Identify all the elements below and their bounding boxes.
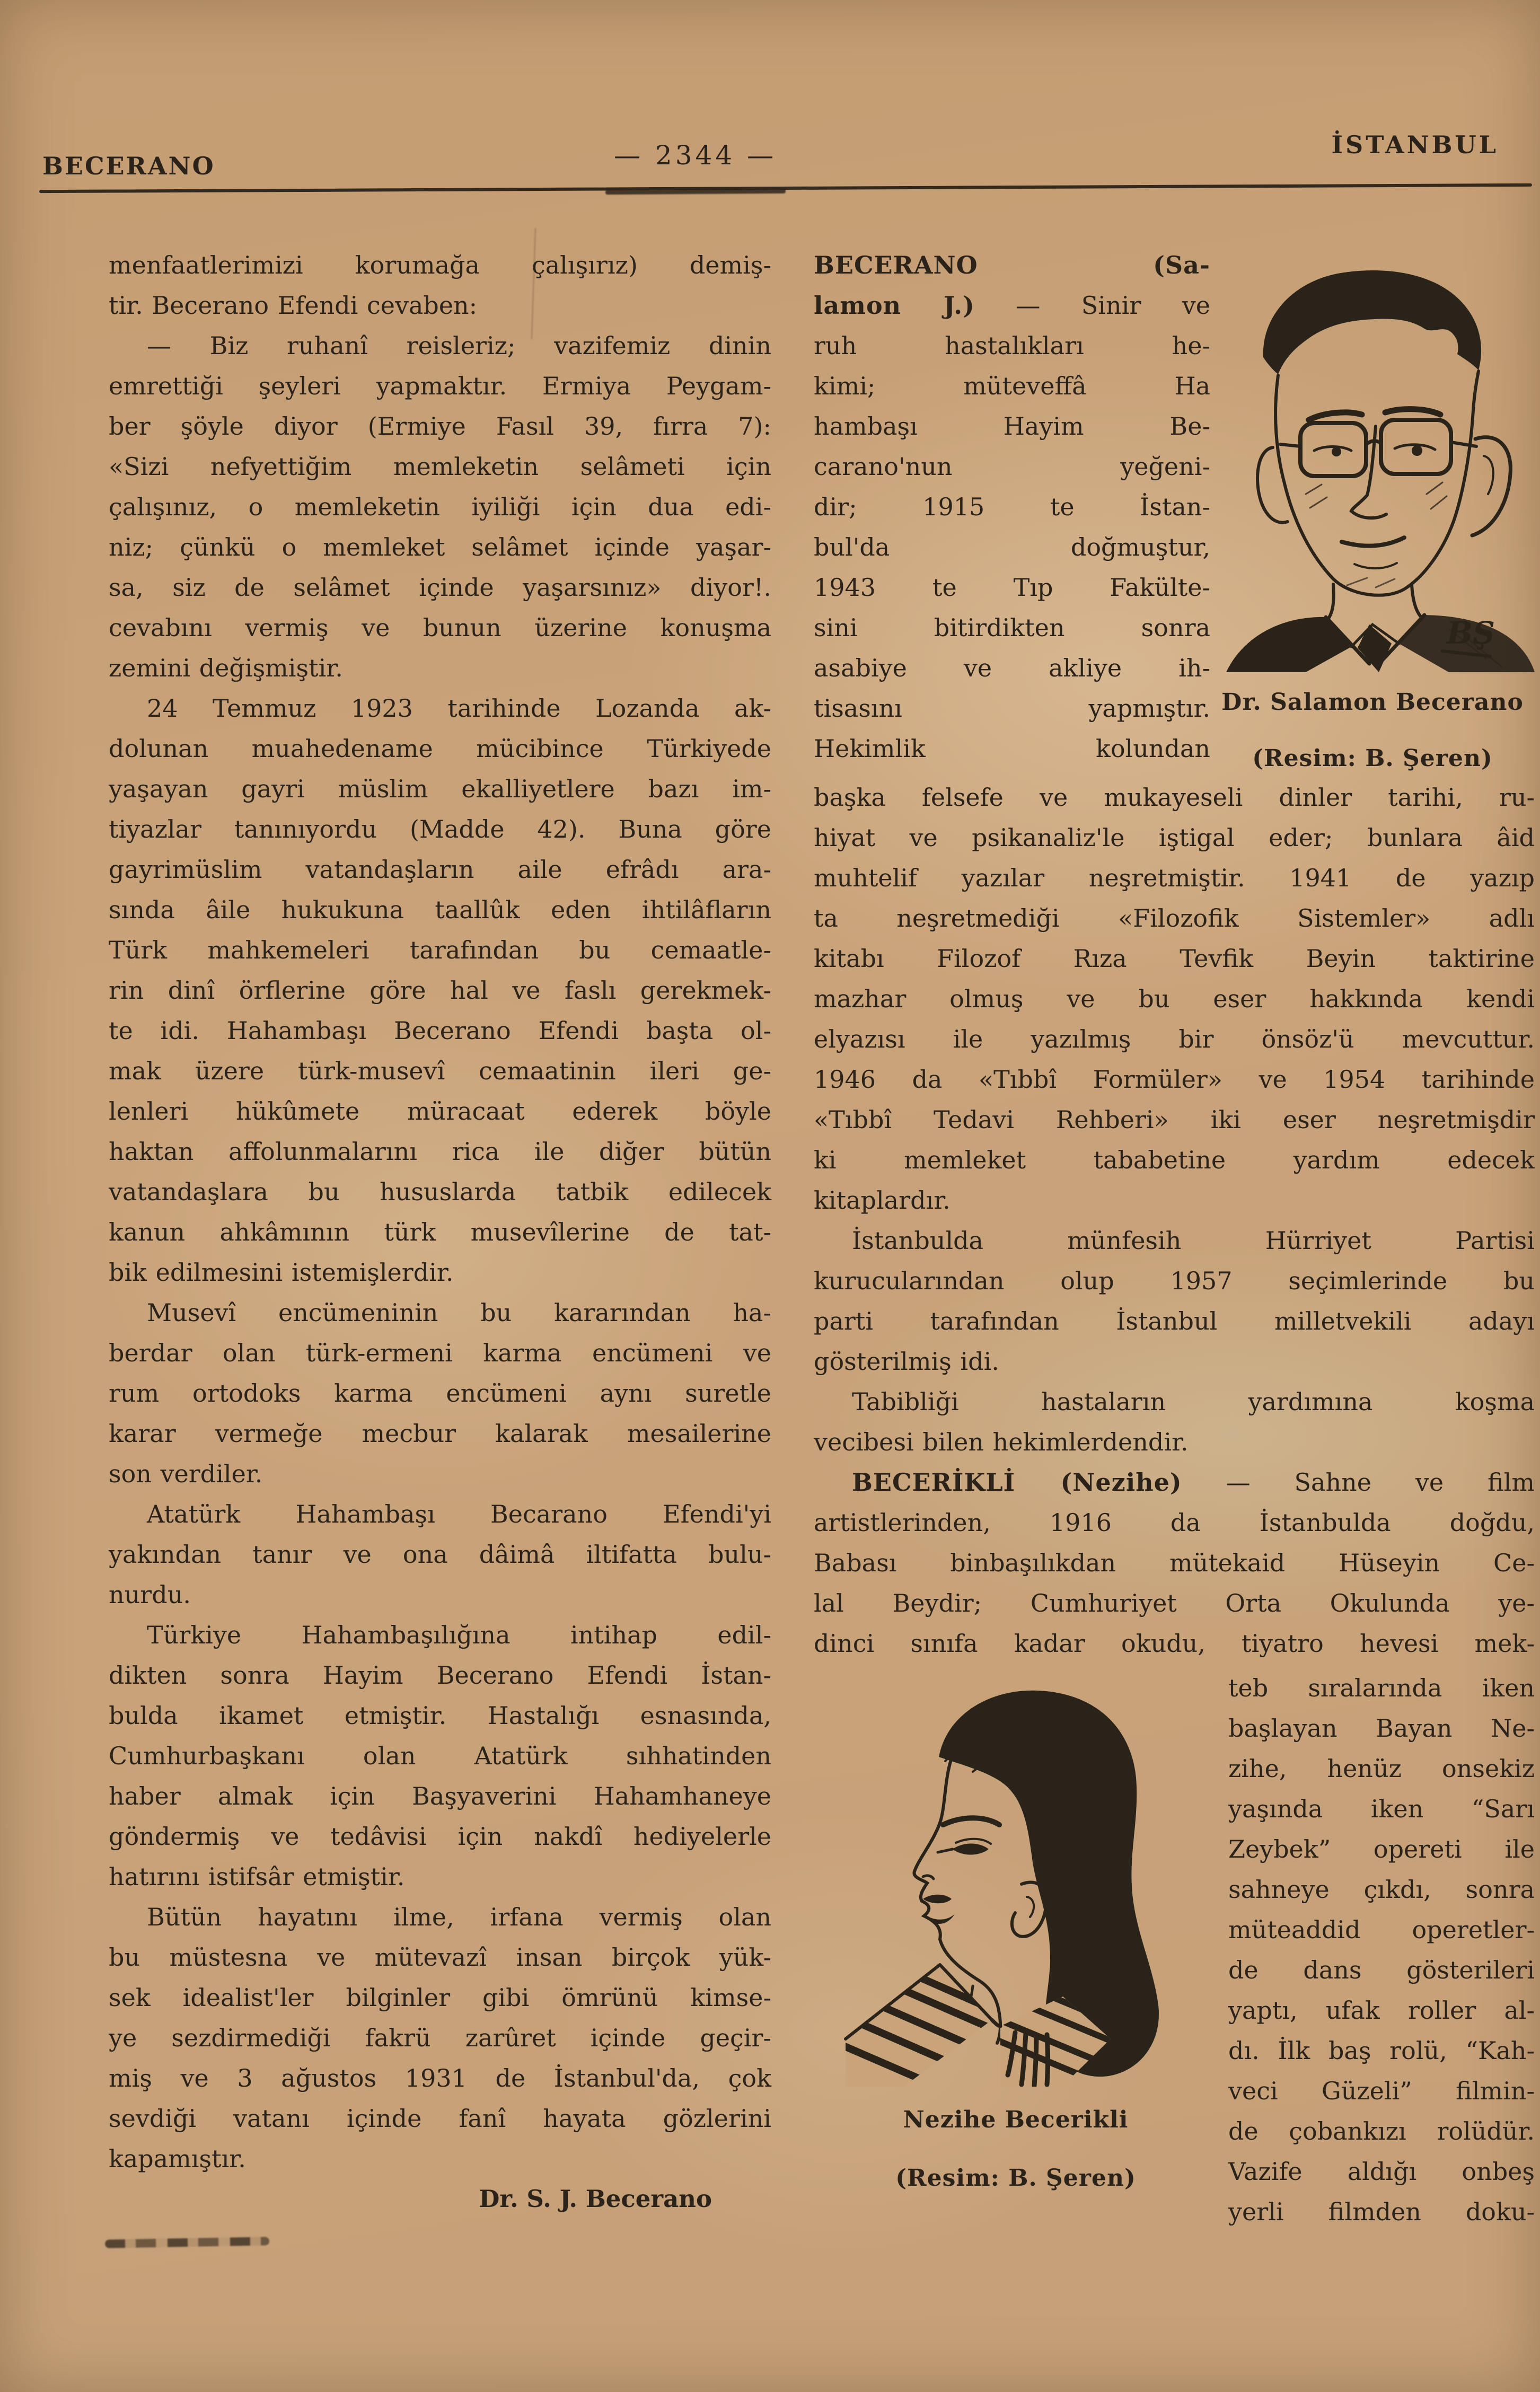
- text-line: yaşayan gayri müslim ekalliyetlere bazı im-: [109, 775, 771, 803]
- text-line: ye sezdirmediği fakrü zarûret içinde geçir-: [109, 2024, 771, 2052]
- left-text-column: [109, 245, 771, 2219]
- text-line: vecibesi bilen hekimlerdendir.: [814, 1428, 1189, 1456]
- text-line: 1946 da «Tıbbî Formüler» ve 1954 tarihinde: [814, 1065, 1535, 1094]
- text-line: bu müstesna ve mütevazî insan birçok yük-: [109, 1943, 771, 1972]
- text-line: Türk mahkemeleri tarafından bu cemaatle-: [109, 936, 771, 964]
- article-author-signature: Dr. S. J. Becerano: [479, 2185, 712, 2213]
- text-line: tiyazlar tanınıyordu (Madde 42). Buna göre: [109, 815, 771, 843]
- text-line: asabiye ve akliye ih-: [814, 654, 1210, 682]
- text-line: zemini değişmiştir.: [109, 654, 343, 682]
- text-line: bulda ikamet etmiştir. Hastalığı esnasında,: [109, 1701, 771, 1730]
- text-line: haktan affolunmalarını rica ile diğer bütün: [109, 1137, 771, 1166]
- text-line: başlayan Bayan Ne-: [1228, 1714, 1535, 1743]
- text-line: tir. Becerano Efendi cevaben:: [109, 291, 478, 320]
- text-line: Hekimlik kolundan: [814, 734, 1210, 763]
- text-line: nurdu.: [109, 1580, 191, 1609]
- text-line: veci Güzeli” filmin-: [1228, 2077, 1535, 2105]
- text-line: göndermiş ve tedâvisi için nakdî hediyelerle: [109, 1822, 771, 1851]
- text-line: yaşında iken “Sarı: [1228, 1795, 1535, 1823]
- text-line: kapamıştır.: [109, 2144, 246, 2173]
- text-line: bul'da doğmuştur,: [814, 533, 1210, 561]
- artist-monogram: BŞ: [1111, 1990, 1157, 2025]
- text-line: te idi. Hahambaşı Becerano Efendi başta ol-: [109, 1016, 771, 1045]
- text-line: kurucularından olup 1957 seçimlerinde bu: [814, 1267, 1535, 1295]
- nezihe-becerikli-portrait: [814, 1668, 1218, 2087]
- becerano-portrait-caption-credit: (Resim: B. Şeren): [1252, 745, 1493, 772]
- text-line: muhtelif yazılar neşretmiştir. 1941 de yazıp: [814, 864, 1535, 892]
- text-line: vatandaşlara bu hususlarda tatbik edilecek: [109, 1177, 771, 1206]
- text-line: lal Beydir; Cumhuriyet Orta Okulunda ye-: [814, 1589, 1535, 1617]
- salamon-becerano-portrait-figure: [1210, 245, 1535, 774]
- text-line: mak üzere türk-musevî cemaatinin ileri ge-: [109, 1057, 771, 1085]
- text-line: 1943 te Tıp Fakülte-: [814, 573, 1210, 602]
- text-line: hambaşı Hayim Be-: [814, 412, 1210, 441]
- text-line: kimi; müteveffâ Ha: [814, 372, 1210, 400]
- text-line: rin dinî örflerine göre hal ve faslı gerekmek-: [109, 976, 771, 1005]
- becerikli-portrait-caption-name: Nezihe Becerikli: [903, 2106, 1129, 2133]
- text-line: rum ortodoks karma encümeni aynı suretle: [109, 1379, 771, 1408]
- becerano-portrait-caption-name: Dr. Salamon Becerano: [1221, 689, 1524, 716]
- running-head-entry: BECERANO: [42, 152, 215, 180]
- nezihe-becerikli-portrait-figure: [814, 1668, 1218, 2232]
- text-line: niz; çünkü o memleket selâmet içinde yaşar-: [109, 533, 771, 561]
- artist-monogram: BŞ: [1447, 615, 1495, 651]
- text-line: bik edilmesini istemişlerdir.: [109, 1258, 454, 1287]
- text-line: müteaddid operetler-: [1228, 1915, 1535, 1944]
- text-line: dolunan muahedename mücibince Türkiyede: [109, 734, 771, 763]
- text-line: hiyat ve psikanaliz'le iştigal eder; bunlara âid: [814, 823, 1535, 852]
- text-line: parti tarafından İstanbul milletvekili adayı: [814, 1307, 1535, 1335]
- right-text-column: [814, 245, 1535, 2232]
- text-line: «Tıbbî Tedavi Rehberi» iki eser neşretmişdir: [814, 1105, 1535, 1134]
- text-line: dikten sonra Hayim Becerano Efendi İstan-: [109, 1661, 771, 1690]
- text-line: 24 Temmuz 1923 tarihinde Lozanda ak-: [147, 694, 771, 723]
- text-line: çalışınız, o memleketin iyiliği için dua edi-: [109, 493, 771, 521]
- text-line: artistlerinden, 1916 da İstanbulda doğdu,: [814, 1508, 1535, 1537]
- text-line: sında âile hukukuna taallûk eden ihtilâfların: [109, 895, 771, 924]
- text-line: cevabını vermiş ve bunun üzerine konuşma: [109, 613, 771, 642]
- text-line: kitaplardır.: [814, 1186, 951, 1215]
- running-head-volume: İSTANBUL: [1331, 130, 1499, 159]
- ink-smudge: [105, 2237, 269, 2248]
- text-line: menfaatlerimizi korumağa çalışırız) demiş-: [109, 251, 771, 279]
- text-line: sini bitirdikten sonra: [814, 613, 1210, 642]
- becerikli-narrow-text: [1228, 1668, 1535, 2232]
- text-line: sa, siz de selâmet içinde yaşarsınız» diyor!.: [109, 573, 771, 602]
- salamon-becerano-portrait: [1210, 245, 1535, 673]
- text-line: Musevî encümeninin bu kararından ha-: [147, 1298, 771, 1327]
- text-line: berdar olan türk-ermeni karma encümeni ve: [109, 1339, 771, 1367]
- becerikli-portrait-caption-credit: (Resim: B. Şeren): [895, 2165, 1136, 2192]
- becerikli-entry-bottom-row: [814, 1668, 1535, 2232]
- page-number: — 2344 —: [614, 140, 777, 171]
- text-line: Babası binbaşılıkdan mütekaid Hüseyin Ce-: [814, 1549, 1535, 1577]
- text-line: sahneye çıkdı, sonra: [1228, 1875, 1535, 1904]
- text-line: mazhar olmuş ve bu eser hakkında kendi: [814, 984, 1535, 1013]
- text-line: ki memleket tababetine yardım edecek: [814, 1146, 1535, 1174]
- text-line: teb sıralarında iken: [1228, 1674, 1535, 1702]
- text-line: hatırını istifsâr etmiştir.: [109, 1862, 405, 1891]
- text-line: — Biz ruhanî reisleriz; vazifemiz dinin: [147, 331, 771, 360]
- text-line: zihe, henüz onsekiz: [1228, 1754, 1535, 1783]
- text-line: haber almak için Başyaverini Hahamhaneye: [109, 1782, 771, 1810]
- text-line: de dans gösterileri: [1228, 1956, 1535, 1984]
- text-line: BECERANO (Sa-: [814, 251, 1210, 279]
- text-line: sevdiği vatanı içinde fanî hayata gözlerini: [109, 2104, 771, 2133]
- text-line: de çobankızı rolüdür.: [1228, 2117, 1535, 2145]
- right-column-full-lines: [814, 777, 1535, 1664]
- text-line: gösterilmiş idi.: [814, 1347, 999, 1376]
- text-line: Cumhurbaşkanı olan Atatürk sıhhatinden: [109, 1742, 771, 1770]
- text-line: dir; 1915 te İstan-: [814, 493, 1210, 521]
- text-line: yakından tanır ve ona dâimâ iltifatta bulu-: [109, 1540, 771, 1569]
- text-line: sek idealist'ler bilginler gibi ömrünü kimse-: [109, 1983, 771, 2012]
- text-line: Vazife aldığı onbeş: [1228, 2157, 1535, 2186]
- text-line: karar vermeğe mecbur kalarak mesailerine: [109, 1419, 771, 1448]
- text-line: ruh hastalıkları he-: [814, 331, 1210, 360]
- text-line: tisasını yapmıştır.: [814, 694, 1210, 723]
- text-line: Atatürk Hahambaşı Becarano Efendi'yi: [147, 1500, 771, 1528]
- text-line: yaptı, ufak roller al-: [1228, 1996, 1535, 2025]
- text-line: lamon J.) — Sinir ve: [814, 291, 1210, 320]
- text-line: miş ve 3 ağustos 1931 de İstanbul'da, çok: [109, 2064, 771, 2092]
- text-line: dı. İlk baş rolü, “Kah-: [1228, 2036, 1535, 2065]
- text-line: carano'nun yeğeni-: [814, 452, 1210, 481]
- text-line: BECERİKLİ (Nezihe) — Sahne ve film: [852, 1468, 1535, 1497]
- text-line: Türkiye Hahambaşılığına intihap edil-: [147, 1621, 771, 1649]
- text-line: elyazısı ile yazılmış bir önsöz'ü mevcuttur.: [814, 1025, 1535, 1053]
- text-line: ber şöyle diyor (Ermiye Fasıl 39, fırra 7):: [109, 412, 771, 441]
- text-line: kanun ahkâmının türk musevîlerine de tat-: [109, 1218, 771, 1246]
- text-line: başka felsefe ve mukayeseli dinler tarihi, ru-: [814, 783, 1535, 812]
- left-column-lines: [109, 245, 771, 2179]
- text-line: gayrimüslim vatandaşların aile efrâdı ara-: [109, 855, 771, 884]
- text-line: ta neşretmediği «Filozofik Sistemler» adlı: [814, 904, 1535, 933]
- becerano-narrow-text: [814, 245, 1210, 774]
- text-line: dinci sınıfa kadar okudu, tiyatro hevesi mek-: [814, 1629, 1535, 1658]
- text-line: Zeybek” opereti ile: [1228, 1835, 1535, 1863]
- text-line: lenleri hükûmete müracaat ederek böyle: [109, 1097, 771, 1125]
- text-line: yerli filmden doku-: [1228, 2197, 1535, 2226]
- text-line: Bütün hayatını ilme, irfana vermiş olan: [147, 1903, 771, 1931]
- text-line: İstanbulda münfesih Hürriyet Partisi: [852, 1226, 1535, 1255]
- text-line: kitabı Filozof Rıza Tevfik Beyin taktirine: [814, 944, 1535, 973]
- becerano-entry-top-row: [814, 245, 1535, 774]
- text-line: Tabibliği hastaların yardımına koşma: [852, 1387, 1535, 1416]
- text-line: «Sizi nefyettiğim memleketin selâmeti için: [109, 452, 771, 481]
- header-rule-smear: [605, 189, 786, 195]
- header-rule: [39, 183, 1532, 193]
- text-line: son verdiler.: [109, 1459, 263, 1488]
- text-line: emrettiği şeyleri yapmaktır. Ermiya Peygam-: [109, 372, 771, 400]
